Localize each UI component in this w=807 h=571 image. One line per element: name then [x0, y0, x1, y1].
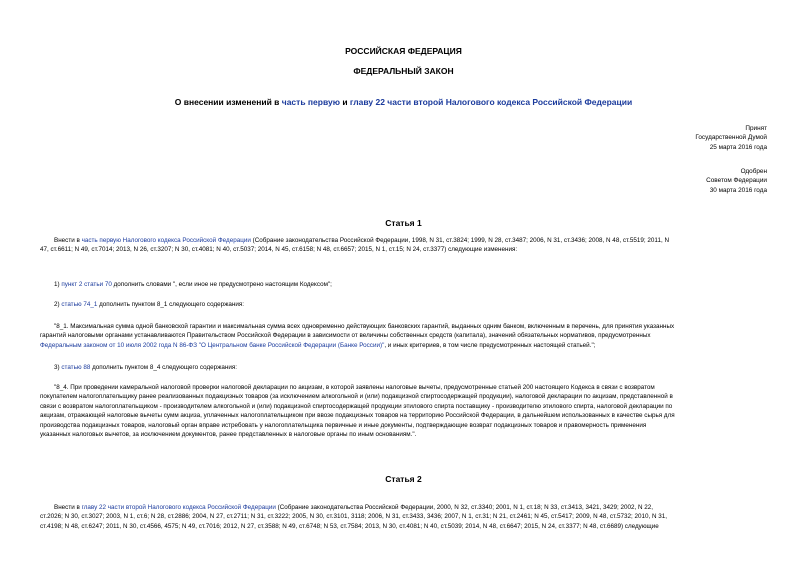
accepted-block — [695, 124, 767, 152]
item-3-number: 3) — [54, 364, 62, 371]
item-1-text: дополнить словами ", если иное не предусмотрено настоящим Кодексом"; — [111, 281, 332, 288]
item-2-line — [40, 300, 767, 309]
item-1-number: 1) — [54, 281, 62, 288]
quote-8-4-line-1: "8_4. При проведении камеральной налоговой проверки налоговой декларации по акцизам, в которой заявлены налоговые вычеты, предусмотренные статьей 200 настоящего Кодекса в связи с возвратом — [54, 384, 655, 391]
approved-body: Советом Федерации — [706, 177, 767, 185]
quote-8-1-line-3-rest: , и иных критериев, в том числе предусмотренных настоящей статьей."; — [384, 341, 596, 349]
quote-8-4-line-4: акцизам, отражающей налоговые вычеты сумм акциза, уплаченных налогоплательщиком при ввозе подакцизных товаров на территорию Российской Федерации, в дальнейшем использованных в качестве сырья для — [40, 412, 675, 420]
article-2-intro — [40, 503, 767, 531]
item-2-text: дополнить пунктом 8_1 следующего содержания: — [97, 301, 245, 308]
article-2-line-3: ст.4198; N 48, ст.6247; 2011, N 30, ст.4566, 4575; N 49, ст.7016; 2012, N 27, ст.3588; N 49, ст.6748; N 53, ст.7584; 2013, N 30, ст.4081; N 40, ст.5039; 2014, N 48, ст.6647; 2015, N 24, ст.3377; N 48, ст.6689) следующие — [40, 522, 659, 530]
article-2-intro-pre: Внести в — [54, 504, 82, 511]
item-2-number: 2) — [54, 301, 62, 308]
quote-8-1-line-2: гарантий налоговыми органами устанавливаются Правительством Российской Федерации в зависимости от величины собственных средств (капитала), значений обязательных нормативов, предусмотренных — [40, 332, 651, 340]
link-item-3[interactable]: статью 88 — [61, 364, 91, 371]
law-title-pre: О внесении изменений в — [174, 97, 282, 107]
link-item-1[interactable]: пункт 2 статьи 70 — [61, 281, 112, 288]
article-1-item-2 — [40, 300, 767, 309]
approved-date: 30 марта 2016 года — [709, 186, 767, 194]
approved-line: Одобрен — [740, 168, 767, 175]
article-1-heading: Статья 1 — [385, 218, 422, 228]
accepted-date: 25 марта 2016 года — [709, 143, 767, 151]
law-title — [0, 97, 807, 107]
item-3-text: дополнить пунктом 8_4 следующего содержания: — [90, 364, 238, 371]
article-1-item-1 — [40, 280, 767, 289]
article-1-item-3 — [40, 363, 767, 372]
quote-8-4-line-3: связи с возвратом налогоплательщиком - производителем алкогольной и (или) подакцизной спиртосодержащей продукции этилового спирта поставщику - производителю этилового спирта, налоговой декларации по — [40, 402, 673, 410]
link-item-2[interactable]: статью 74_1 — [61, 301, 98, 308]
article-2-line-2: ст.2026; N 30, ст.3027; 2003, N 1, ст.6; N 28, ст.2886; 2004, N 27, ст.2711; N 31, ст.3222; 2005, N 30, ст.3101, 3118; 2006, N 31, ст.3433, 3436; 2007, N 1, ст.31; N 21, ст.2461; N 45, ст.5417; 2009, N 48, ст.5732; 2010, N 31, — [40, 513, 668, 521]
law-title-mid: и — [339, 97, 350, 107]
quote-8-1 — [40, 322, 767, 350]
link-part-one[interactable]: часть первую — [281, 97, 340, 107]
quote-8-4-line-5: производства подакцизных товаров, налоговый орган вправе истребовать у налогоплательщика первичные и иные документы, подтверждающие возврат подакцизных товаров и правомерность применения — [40, 421, 647, 429]
accepted-line: Принят — [745, 125, 767, 132]
item-1-line — [40, 280, 767, 289]
approved-block — [706, 167, 767, 195]
intro-pre: Внести в — [54, 237, 82, 244]
accepted-body: Государственной Думой — [695, 134, 767, 142]
intro-rest: (Собрание законодательства Российской Федерации, 1998, N 31, ст.3824; 1999, N 28, ст.3487; 2006, N 31, ст.3436; 2008, N 48, ст.5519; 2011, N — [250, 237, 669, 244]
quote-8-1-line-3 — [40, 341, 767, 350]
quote-8-4-line-6: указанных налоговых вычетов, за исключением документов, ранее представленных в налоговые органы по иным основаниям.". — [40, 431, 417, 439]
link-federal-law-86[interactable]: Федеральным законом от 10 июля 2002 года N 86-ФЗ "О Центральном банке Российской Федерации (Банке России)" — [40, 341, 385, 349]
article-1-intro — [40, 236, 767, 255]
article-1-intro-line-2: 47, ст.6611; N 49, ст.7014; 2013, N 26, ст.3207; N 30, ст.4081; N 40, ст.5037; 2014, N 45, ст.6158; N 48, ст.6657; 2015, N 1, ст.15; N 24, ст.3377) следующие изменения: — [40, 246, 518, 254]
quote-8-4 — [40, 383, 767, 439]
link-chapter-22[interactable]: главу 22 части второй Налогового кодекса Российской Федерации — [349, 97, 633, 107]
item-3-line — [40, 363, 767, 372]
article-1-intro-line-1 — [40, 236, 767, 245]
law-type-heading: ФЕДЕРАЛЬНЫЙ ЗАКОН — [353, 66, 454, 76]
article-2-intro-rest: (Собрание законодательства Российской Федерации, 2000, N 32, ст.3340; 2001, N 1, ст.18; N 33, ст.3413, 3421, 3429; 2002, N 22, — [275, 504, 654, 511]
link-chapter-22-tax-code[interactable]: главу 22 части второй Налогового кодекса Российской Федерации — [81, 504, 276, 511]
article-2-heading: Статья 2 — [385, 474, 422, 484]
quote-8-4-line-2: покупателем налогоплательщику ранее реализованных подакцизных товаров (за исключением алкогольной и (или) подакцизной спиртосодержащей продукции), налоговой декларации по акцизам, представленной в — [40, 393, 673, 401]
quote-8-1-line-1: "8_1. Максимальная сумма одной банковской гарантии и максимальная сумма всех одновременно действующих банковских гарантий, выданных одним банком, включенным в перечень, для принятия указанных — [54, 323, 675, 330]
article-2-line-1 — [40, 503, 767, 512]
country-heading: РОССИЙСКАЯ ФЕДЕРАЦИЯ — [345, 46, 462, 56]
link-part-one-tax-code[interactable]: часть первую Налогового кодекса Российской Федерации — [81, 237, 251, 244]
